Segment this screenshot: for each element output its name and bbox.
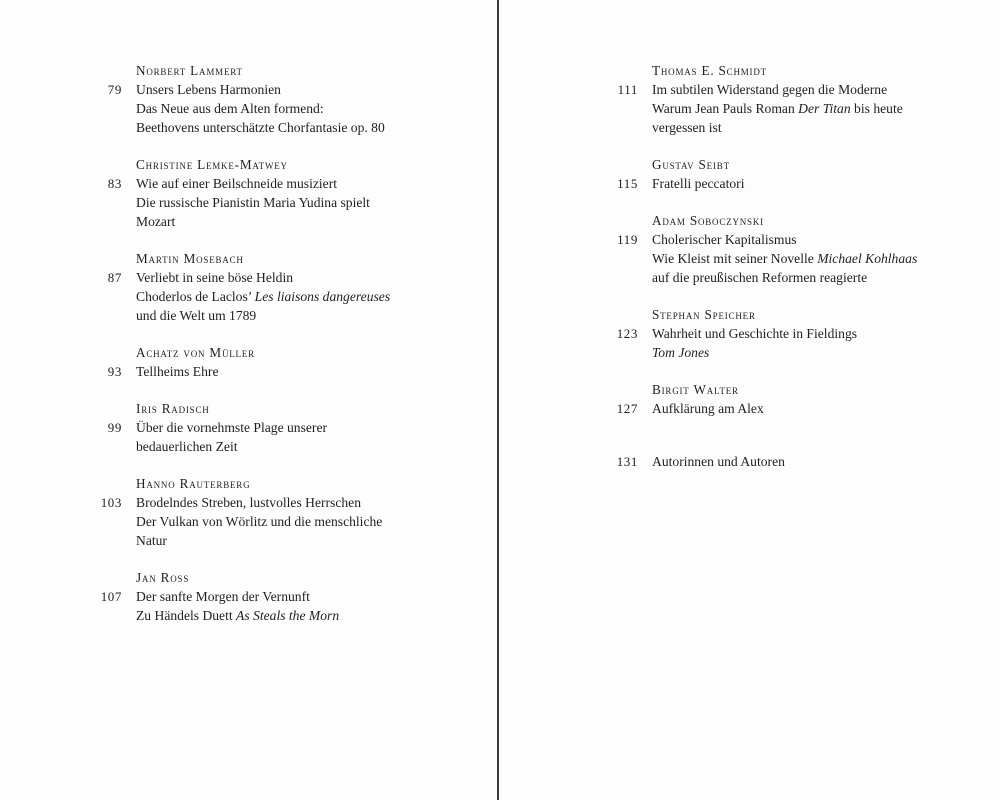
entry-author: Jan Ross [136, 570, 190, 585]
toc-entry [96, 399, 426, 456]
title-text: bedauerlichen Zeit [136, 439, 238, 454]
title-text: Brodelndes Streben, lustvolles Herrschen [136, 495, 362, 510]
toc-entry [96, 155, 426, 231]
entry-subtitle-line [96, 512, 426, 531]
title-text: Unsers Lebens Harmonien [136, 82, 281, 97]
entry-title [96, 587, 426, 606]
page-number: 131 [616, 454, 638, 469]
entry-title [612, 80, 952, 99]
entry-subtitle-line [612, 268, 952, 287]
entry-subtitle-line [612, 249, 952, 268]
entry-author: Stephan Speicher [652, 307, 756, 322]
entry-title [612, 174, 952, 193]
toc-entry [96, 249, 426, 325]
entry-subtitle-line [96, 99, 426, 118]
toc-entry [612, 155, 952, 193]
italic-work-title: Les liaisons dangereuses [254, 289, 391, 304]
title-text: Fratelli peccatori [652, 176, 745, 191]
entry-title [96, 268, 426, 287]
entry-subtitle-line [96, 212, 426, 231]
title-text: Der sanfte Morgen der Vernunft [136, 589, 310, 604]
title-text: Tellheims Ehre [136, 364, 219, 379]
title-text: Zu Händels Duett [136, 608, 237, 623]
toc-entry [612, 61, 952, 137]
gutter-divider [497, 0, 499, 800]
page-number: 83 [107, 176, 122, 191]
entry-title [612, 324, 952, 343]
toc-entry [96, 343, 426, 381]
entry-title [96, 362, 426, 381]
entry-subtitle-line [96, 606, 426, 625]
entry-author: Hanno Rauterberg [136, 476, 251, 491]
title-text: Autorinnen und Autoren [652, 454, 785, 469]
title-text: Cholerischer Kapitalismus [652, 232, 797, 247]
entry-subtitle-line [96, 193, 426, 212]
page-number: 123 [616, 326, 638, 341]
page-number: 79 [107, 82, 122, 97]
title-text: Aufklärung am Alex [652, 401, 764, 416]
page-number: 127 [616, 401, 638, 416]
entry-title [612, 452, 952, 471]
page-number: 99 [107, 420, 122, 435]
title-text: Über die vornehmste Plage unserer [136, 420, 328, 435]
title-text: Wahrheit und Geschichte in Fieldings [652, 326, 858, 341]
entry-author: Birgit Walter [652, 382, 739, 397]
entry-author: Adam Soboczynski [652, 213, 764, 228]
entry-author: Gustav Seibt [652, 157, 730, 172]
title-text: Verliebt in seine böse Heldin [136, 270, 294, 285]
right-page-toc [612, 61, 952, 489]
title-text: vergessen ist [652, 120, 722, 135]
title-text: Natur [136, 533, 167, 548]
entry-subtitle-line [612, 99, 952, 118]
title-text: und die Welt um 1789 [136, 308, 257, 323]
title-text: Wie auf einer Beilschneide musiziert [136, 176, 338, 191]
toc-entry [96, 61, 426, 137]
title-text: Die russische Pianistin Maria Yudina spielt [136, 195, 370, 210]
title-text: Warum Jean Pauls Roman [652, 101, 799, 116]
title-text: bis heute [850, 101, 903, 116]
title-text: Wie Kleist mit seiner Novelle [652, 251, 818, 266]
entry-subtitle-line [96, 437, 426, 456]
page-number: 103 [100, 495, 122, 510]
italic-work-title: As Steals the Morn [236, 608, 340, 623]
page-number: 87 [107, 270, 122, 285]
entry-subtitle-line [612, 343, 952, 362]
entry-title [96, 493, 426, 512]
toc-entry-contributors [612, 452, 952, 471]
title-text: Das Neue aus dem Alten formend: [136, 101, 324, 116]
entry-subtitle-line [96, 287, 426, 306]
title-text: Beethovens unterschätzte Chorfantasie op. 80 [136, 120, 385, 135]
page-number: 107 [100, 589, 122, 604]
title-text: Im subtilen Widerstand gegen die Moderne [652, 82, 888, 97]
toc-entry [612, 305, 952, 362]
entry-author: Martin Mosebach [136, 251, 244, 266]
entry-title [612, 230, 952, 249]
entry-title [96, 174, 426, 193]
entry-subtitle-line [96, 531, 426, 550]
entry-subtitle-line [96, 306, 426, 325]
toc-entry [612, 380, 952, 418]
italic-work-title: Michael Kohlhaas [817, 251, 918, 266]
title-text: Mozart [136, 214, 176, 229]
entry-subtitle-line [96, 118, 426, 137]
page-number: 119 [617, 232, 638, 247]
toc-entry [96, 474, 426, 550]
page-number: 93 [107, 364, 122, 379]
entry-subtitle-line [612, 118, 952, 137]
title-text: Der Vulkan von Wörlitz und die menschliche [136, 514, 383, 529]
entry-title [612, 399, 952, 418]
left-page-toc [96, 61, 426, 643]
entry-author: Achatz von Müller [136, 345, 255, 360]
page-number: 115 [617, 176, 638, 191]
italic-work-title: Tom Jones [652, 345, 710, 360]
title-text: Choderlos de Laclos’ [136, 289, 255, 304]
page-number: 111 [617, 82, 638, 97]
toc-entry [612, 211, 952, 287]
title-text: auf die preußischen Reformen reagierte [652, 270, 868, 285]
entry-author: Thomas E. Schmidt [652, 63, 767, 78]
entry-title [96, 418, 426, 437]
entry-title [96, 80, 426, 99]
entry-author: Iris Radisch [136, 401, 210, 416]
entry-author: Norbert Lammert [136, 63, 243, 78]
italic-work-title: Der Titan [798, 101, 851, 116]
toc-entry [96, 568, 426, 625]
entry-author: Christine Lemke-Matwey [136, 157, 288, 172]
